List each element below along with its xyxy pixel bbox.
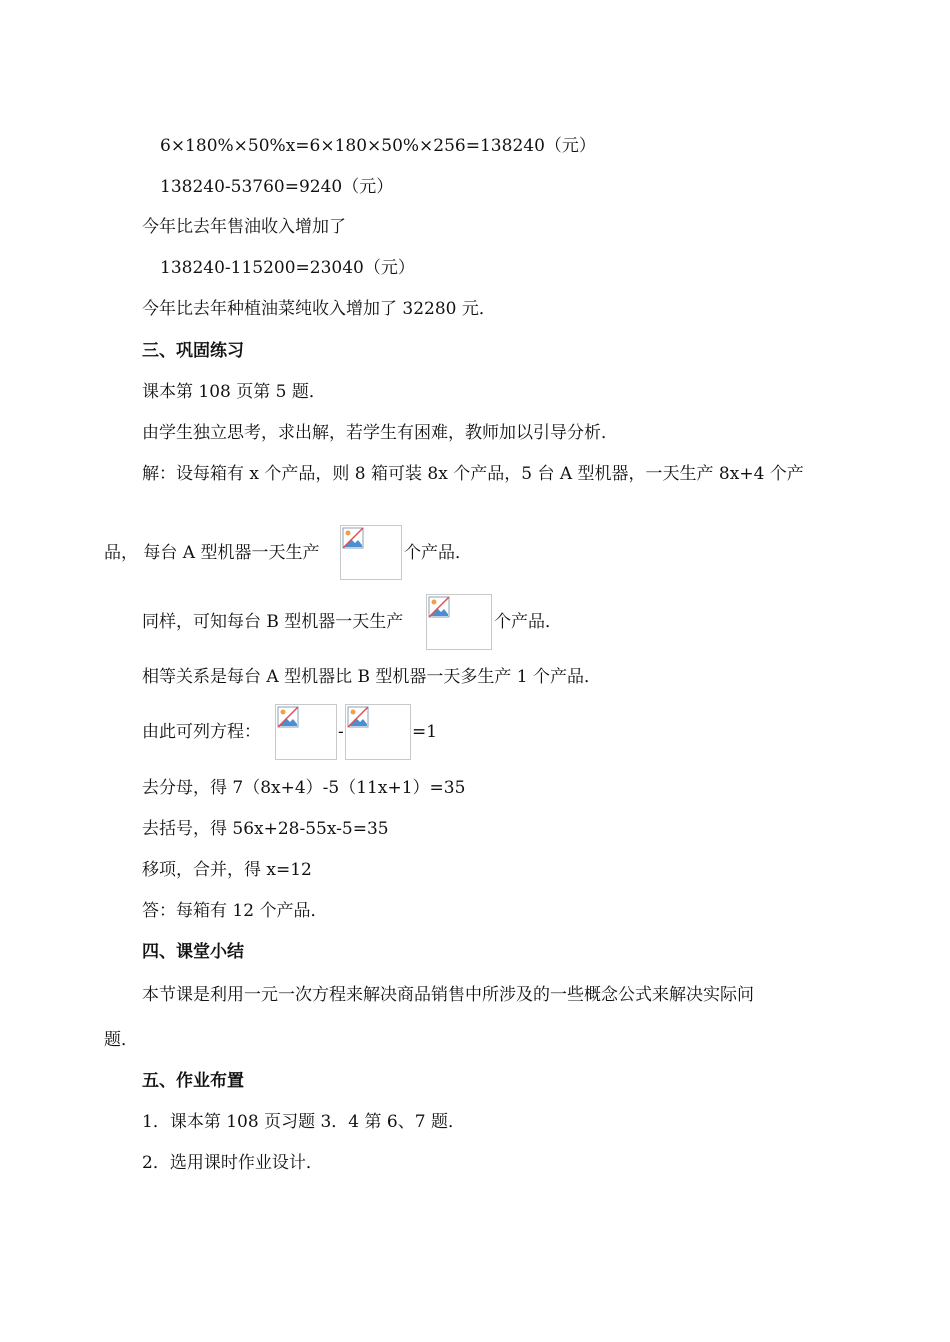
broken-image-icon: [347, 706, 369, 728]
broken-image-icon: [342, 527, 364, 549]
text-line-7: 由学生独立思考，求出解，若学生有困难，教师加以引导分析．: [142, 423, 618, 443]
text-line-5: 今年比去年种植油菜纯收入增加了 32280 元．: [142, 299, 496, 319]
broken-image-icon: [277, 706, 299, 728]
equals-one: =1: [412, 722, 438, 742]
text-line-9b: 个产品．: [404, 543, 472, 563]
text-line-17: 本节课是利用一元一次方程来解决商品销售中所涉及的一些概念公式来解决实际问: [142, 985, 754, 1005]
equation-line-1: 6×180%×50%x=6×180×50%×256=138240（元）: [160, 136, 596, 156]
equation-line-2: 138240-53760=9240（元）: [160, 177, 394, 197]
text-line-11: 相等关系是每台 A 型机器比 B 型机器一天多生产 1 个产品．: [142, 667, 602, 687]
formula-image-3: [275, 704, 337, 760]
minus-sign: -: [338, 722, 344, 742]
section-heading-homework: 五、作业布置: [142, 1071, 244, 1091]
text-line-3: 今年比去年售油收入增加了: [142, 217, 346, 237]
text-line-19: 1．课本第 108 页习题 3．4 第 6、7 题．: [142, 1112, 465, 1132]
text-line-14: 去括号，得 56x+28-55x-5=35: [142, 819, 389, 839]
text-line-16: 答：每箱有 12 个产品．: [142, 901, 328, 921]
broken-image-icon: [428, 596, 450, 618]
text-line-6: 课本第 108 页第 5 题．: [142, 382, 326, 402]
section-heading-summary: 四、课堂小结: [142, 942, 244, 962]
section-heading-practice: 三、巩固练习: [142, 341, 244, 361]
text-line-10a: 同样，可知每台 B 型机器一天生产: [142, 612, 404, 632]
text-line-10b: 个产品．: [494, 612, 562, 632]
formula-image-4: [345, 704, 411, 760]
text-line-20: 2．选用课时作业设计．: [142, 1153, 323, 1173]
text-line-8: 解：设每箱有 x 个产品，则 8 箱可装 8x 个产品，5 台 A 型机器，一天生产 8x+4 个产: [142, 464, 804, 484]
equation-line-4: 138240-115200=23040（元）: [160, 258, 415, 278]
formula-image-1: [340, 525, 402, 580]
text-line-18: 题．: [104, 1030, 138, 1050]
text-line-15: 移项，合并，得 x=12: [142, 860, 312, 880]
text-line-12a: 由此可列方程：: [142, 722, 261, 742]
formula-image-2: [426, 594, 492, 650]
text-line-9a: 品， 每台 A 型机器一天生产: [104, 543, 320, 563]
text-line-13: 去分母，得 7（8x+4）-5（11x+1）=35: [142, 778, 466, 798]
